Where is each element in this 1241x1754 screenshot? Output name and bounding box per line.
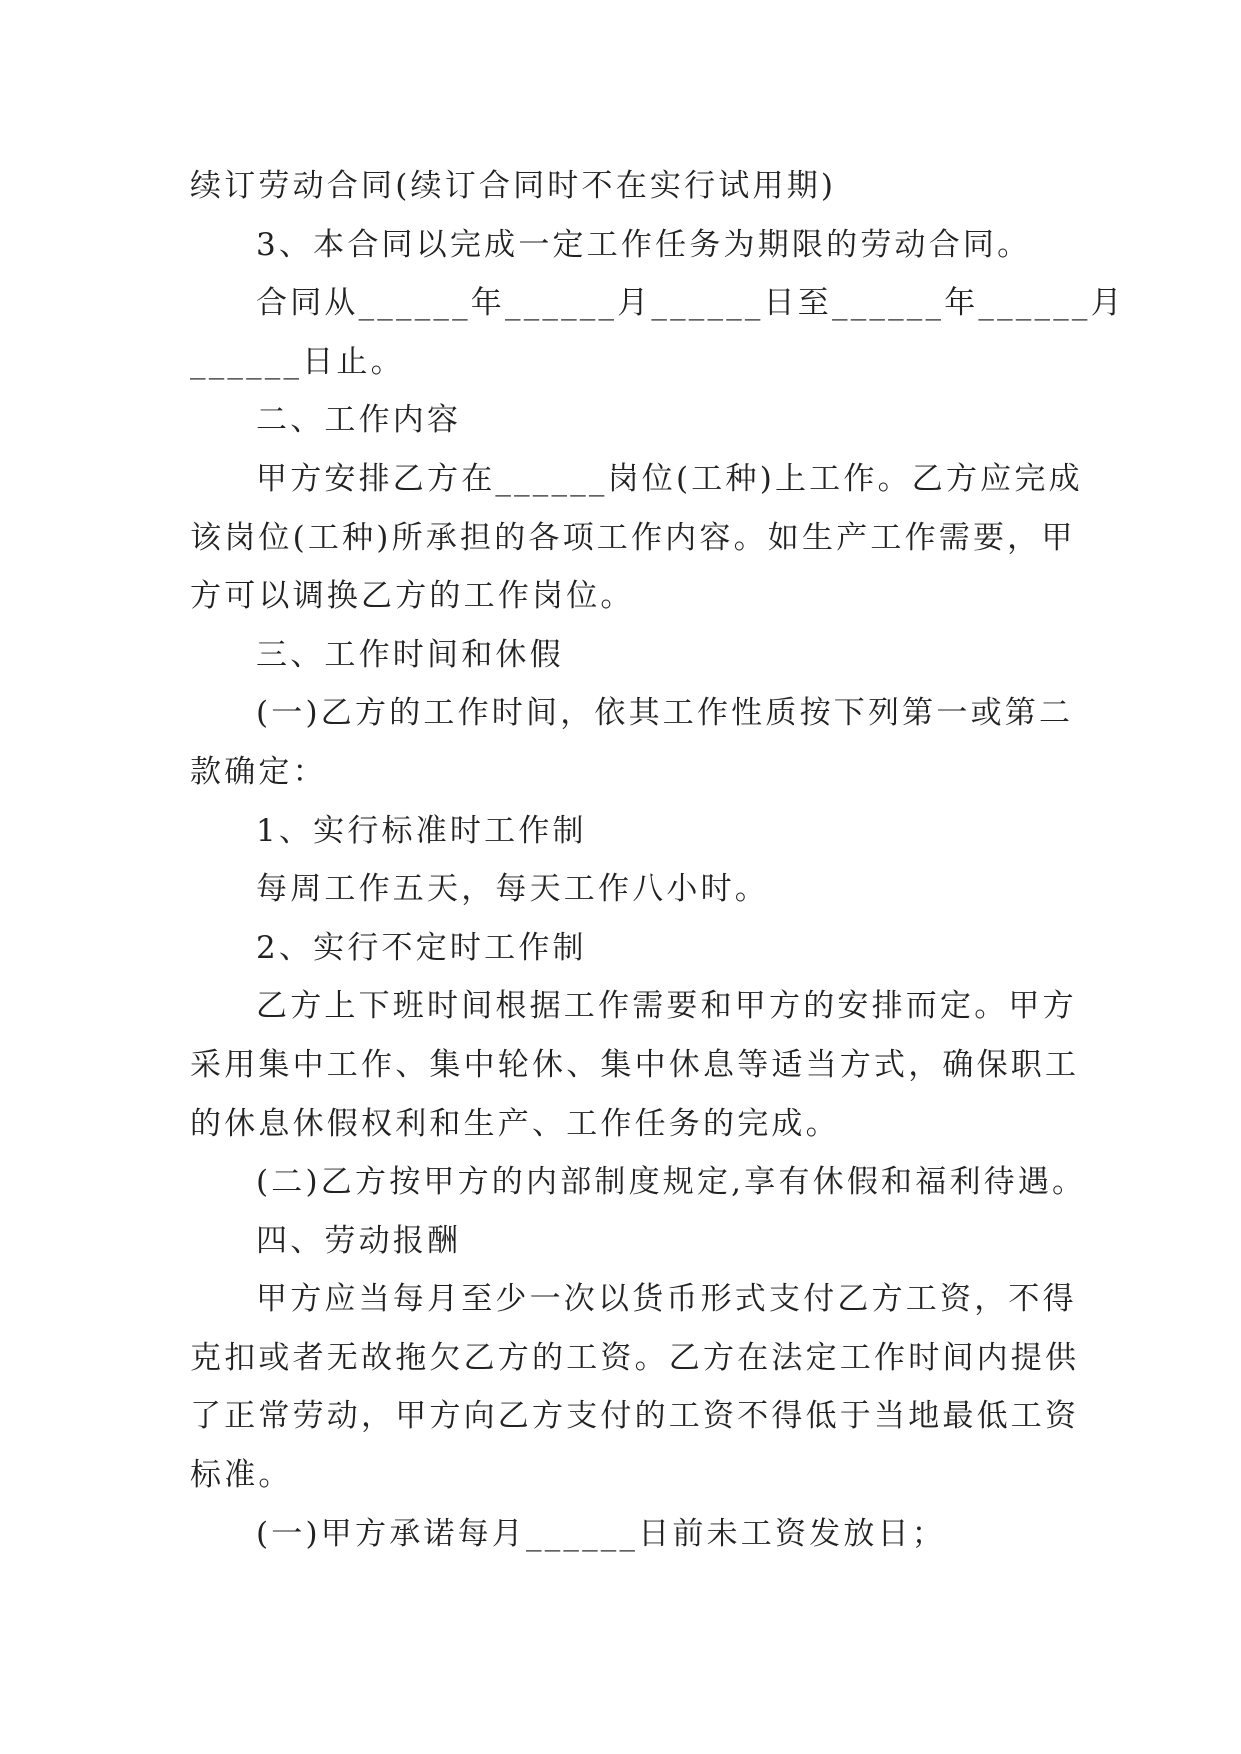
paragraph-line: 1、实行标准时工作制 <box>256 812 587 849</box>
document-body <box>190 157 1125 1563</box>
section-heading: 二、工作内容 <box>256 402 462 439</box>
paragraph-line: (一)甲方承诺每月______日前未工资发放日； <box>256 1515 946 1552</box>
section-heading: 四、劳动报酬 <box>256 1222 462 1259</box>
paragraph-line: 克扣或者无故拖欠乙方的工资。乙方在法定工作时间内提供 <box>190 1339 1080 1376</box>
paragraph-line: 采用集中工作、集中轮休、集中休息等适当方式，确保职工 <box>190 1046 1080 1083</box>
paragraph-line: 了正常劳动，甲方向乙方支付的工资不得低于当地最低工资 <box>190 1398 1080 1435</box>
paragraph-line: (一)乙方的工作时间，依其工作性质按下列第一或第二 <box>256 695 1074 732</box>
paragraph-line: 续订劳动合同(续订合同时不在实行试用期) <box>190 168 837 204</box>
paragraph-line: 甲方应当每月至少一次以货币形式支付乙方工资，不得 <box>256 1281 1077 1318</box>
paragraph-line: 甲方安排乙方在______岗位(工种)上工作。乙方应完成 <box>256 460 1083 497</box>
paragraph-line: 每周工作五天，每天工作八小时。 <box>256 871 769 908</box>
paragraph-line: 方可以调换乙方的工作岗位。 <box>190 578 635 615</box>
paragraph-line: 该岗位(工种)所承担的各项工作内容。如生产工作需要，甲 <box>190 519 1076 556</box>
paragraph-line: (二)乙方按甲方的内部制度规定,享有休假和福利待遇。 <box>256 1164 1087 1201</box>
paragraph-line: 合同从______年______月______日至______年______月 <box>256 285 1125 322</box>
paragraph-line: ______日止。 <box>190 343 405 380</box>
paragraph-line: 标准。 <box>190 1457 293 1494</box>
paragraph-line: 2、实行不定时工作制 <box>256 929 587 966</box>
section-heading: 三、工作时间和休假 <box>256 636 564 673</box>
paragraph-line: 款确定： <box>190 753 327 790</box>
paragraph-line: 乙方上下班时间根据工作需要和甲方的安排而定。甲方 <box>256 988 1077 1025</box>
paragraph-line: 3、本合同以完成一定工作任务为期限的劳动合同。 <box>256 226 1032 263</box>
paragraph-line: 的休息休假权利和生产、工作任务的完成。 <box>190 1105 840 1142</box>
